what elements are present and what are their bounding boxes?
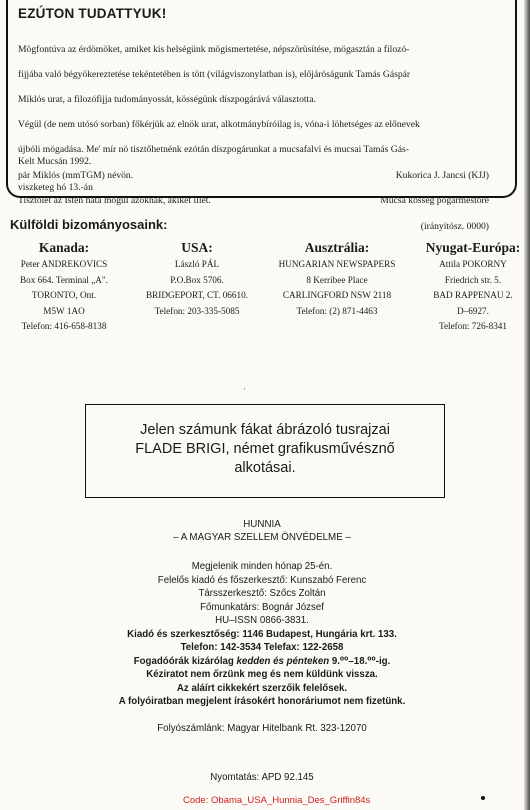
- rep-line: HUNGARIAN NEWSPAPERS: [278, 259, 396, 269]
- rep-line: Friedrich str. 5.: [444, 274, 502, 285]
- rep-line: Telefon: (2) 871-4463: [296, 305, 378, 316]
- dateline-place: Kelt Mucsán 1992.: [18, 156, 92, 167]
- ink-dot: [481, 796, 485, 800]
- signature: [299, 157, 489, 247]
- publisher-address: Kiadó és szerkesztőség: 1146 Budapest, Hungária krt. 133.: [127, 628, 397, 640]
- imprint-line: HU–ISSN 0866-3831.: [215, 615, 309, 626]
- office-hours: [0, 655, 524, 669]
- rep-line: TORONTO, Ont.: [31, 290, 97, 300]
- notice-line: fijjába való bégyökereztetése tekéntetében is tött (világviszonylatban is), előjáróságunk Tamás Gáspár: [18, 68, 411, 80]
- magazine-subtitle: – A MAGYAR SZELLEM ÖNVÉDELME –: [173, 531, 351, 543]
- magazine-name: HUNNIA: [243, 519, 281, 530]
- notice-line: Végül (de nem utósó sorban) főkérjük az elnök urat, alkotmánybíróilag is, vóna-i löhetséges az előnevek: [18, 119, 420, 131]
- rep-line: 8 Kerribee Place: [306, 274, 368, 285]
- office-hours-time: 9.⁰⁰–18.⁰⁰-ig.: [329, 655, 391, 667]
- manuscript-note: Kéziratot nem őrzünk meg és nem küldünk vissza.: [146, 669, 378, 680]
- rep-line: Peter ANDREKOVICS: [20, 259, 108, 269]
- imprint: [0, 560, 524, 709]
- small-mark: ': [244, 387, 246, 395]
- author-responsibility-note: Az aláírt cikkekért szerzőik felelősek.: [176, 682, 348, 694]
- notice-title: EZÚTON TUDATTYUK!: [18, 6, 167, 21]
- notice-line: Miklós urat, a filozófijja tudományossát, kösségünk díszpogárává választotta.: [18, 93, 316, 105]
- masthead: [0, 519, 524, 544]
- notice-line: Mögfontúva az érdömöket, amiket kis helségünk mögismertetése, népszörüsítése, mögasztán a filozó-: [18, 43, 410, 55]
- rep-canada: [8, 239, 120, 335]
- imprint-line: Főmunkatárs: Bognár József: [200, 601, 324, 613]
- imprint-line: Felelős kiadó és főszerkesztő: Kunszabó Ferenc: [157, 574, 367, 586]
- rep-line: Attila POKORNY: [439, 259, 507, 269]
- code-label: Code: Obama_USA_Hunnia_Des_Griffin84s: [183, 795, 371, 806]
- rep-country: Ausztrália:: [304, 240, 370, 255]
- signature-role: Mucsa kösség pógármestöre: [380, 195, 489, 207]
- representatives-title: Külföldi bizományosaink:: [10, 217, 168, 232]
- dateline: [18, 142, 93, 207]
- imprint-line: Társszerkesztő: Szőcs Zoltán: [198, 588, 326, 599]
- illustration-credit-text: Jelen számunk fákat ábrázoló tusrajzai FLADE BRIGI, német grafikusművésznő alkotásai.: [135, 422, 395, 476]
- rep-australia: [272, 239, 402, 319]
- notice-line: pár Miklós (mmTGM) névön.: [18, 169, 134, 181]
- rep-line: Telefon: 203-335-5085: [154, 305, 240, 316]
- rep-line: BRIDGEPORT, CT. 06610.: [146, 290, 248, 300]
- rep-line: BAD RAPPENAU 2.: [433, 290, 513, 300]
- rep-line: Telefon: 726-8341: [439, 321, 507, 331]
- page-edge-shadow: [524, 0, 530, 810]
- rep-western-europe: [424, 239, 522, 335]
- rep-line: Box 664. Terminal „A".: [20, 274, 108, 285]
- illustration-credit-box: [85, 404, 445, 498]
- rep-line: P.O.Box 5706.: [170, 274, 224, 285]
- office-hours-prefix: Fogadóórák kizárólag: [133, 655, 237, 667]
- rep-usa: [137, 239, 257, 319]
- imprint-line: Megjelenik minden hónap 25-én.: [191, 561, 333, 572]
- dateline-date: viszketeg hó 13.-án: [18, 182, 93, 193]
- rep-line: M5W 1AO: [43, 305, 85, 316]
- rep-country: USA:: [181, 240, 213, 255]
- notice-line: újbóli mögadása. Me' mír nö tisztőhetnénk ezótán díszpogárunkat a mucsafalvi és mucsai Tamás Gás-: [18, 144, 409, 156]
- publisher-phone: Telefon: 142-3534 Telefax: 122-2658: [180, 642, 344, 653]
- bank-account: Folyószámlánk: Magyar Hitelbank Rt. 323-12070: [157, 723, 367, 734]
- printer-line: Nyomtatás: APD 92.145: [210, 772, 314, 783]
- signature-postcode: (irányítósz. 0000): [420, 220, 489, 232]
- signature-name: Kukorica J. Jancsi (KJJ): [395, 169, 489, 181]
- rep-line: CARLINGFORD NSW 2118: [282, 290, 392, 300]
- rep-line: László PÁL: [174, 259, 220, 269]
- rep-line: Telefon: 416-658-8138: [21, 321, 107, 331]
- rep-country: Kanada:: [38, 240, 90, 255]
- notice-line: Tisztölet az Isten háta mögül azoknak, akiket illet.: [18, 194, 211, 206]
- honorarium-note: A folyóiratban megjelent írásokért honoráriumot nem fizetünk.: [118, 696, 406, 707]
- rep-line: D–6927.: [457, 305, 489, 316]
- office-hours-days: kedden és pénteken: [236, 655, 330, 667]
- rep-country: Nyugat-Európa:: [425, 240, 521, 255]
